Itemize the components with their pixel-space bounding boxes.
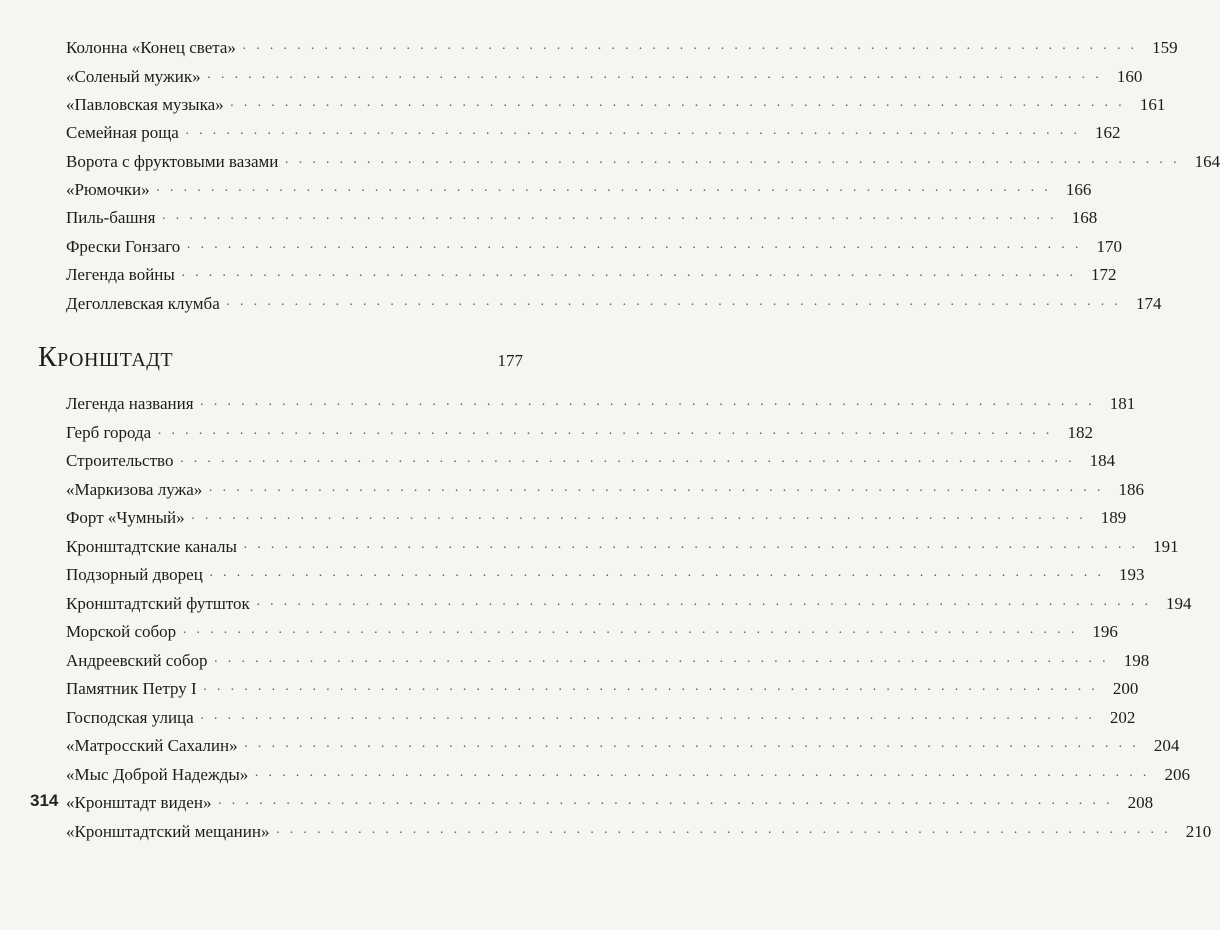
- dot-leader: ··································································: [284, 156, 1187, 171]
- toc-entry-page: 172: [1091, 265, 1117, 284]
- toc-entry-page: 196: [1092, 622, 1118, 641]
- toc-entry-title: Легенда войны: [66, 265, 175, 284]
- toc-entry: [66, 449, 1116, 473]
- dot-leader: ··································································: [184, 127, 1087, 142]
- dot-leader: ··································································: [186, 241, 1088, 256]
- dot-leader: ··································································: [243, 740, 1146, 755]
- toc-entry-title: Памятник Петру I: [66, 679, 197, 698]
- toc-entry-page: 174: [1135, 294, 1162, 313]
- dot-leader: ··································································: [179, 455, 1082, 470]
- toc-entry-page: 206: [1164, 765, 1190, 784]
- dot-leader: ··································································: [275, 826, 1178, 841]
- toc-entry: [66, 506, 1127, 530]
- toc-entry: [66, 93, 1166, 117]
- dot-leader: ··································································: [180, 269, 1083, 284]
- toc-entry-page: 159: [1152, 38, 1178, 57]
- dot-leader: ··································································: [199, 398, 1102, 413]
- toc-entry-page: 200: [1112, 679, 1139, 698]
- section-page: 177: [497, 351, 523, 370]
- toc-entry: [66, 65, 1143, 89]
- dot-leader: ··································································: [155, 184, 1058, 199]
- dot-leader: ··································································: [208, 484, 1110, 499]
- dot-leader: ··································································: [182, 626, 1084, 641]
- toc-entry-title: Деголлевская клумба: [66, 294, 220, 313]
- toc-entry-title: «Кронштадтский мещанин»: [66, 822, 270, 841]
- toc-entry: [66, 763, 1190, 787]
- toc-entry-title: Легенда названия: [66, 394, 194, 413]
- toc-entry-page: 182: [1067, 423, 1093, 442]
- toc-entry-title: Ворота с фруктовыми вазами: [66, 152, 279, 171]
- toc-entry-page: 166: [1065, 180, 1092, 199]
- toc-entry-page: 162: [1095, 123, 1121, 142]
- dot-leader: ··································································: [241, 42, 1144, 57]
- dot-leader: ··································································: [199, 712, 1102, 727]
- toc-entry-page: 161: [1139, 95, 1166, 114]
- toc-entry-page: 181: [1109, 394, 1136, 413]
- toc-entry-title: Семейная роща: [66, 123, 179, 142]
- toc-entry-title: «Соленый мужик»: [66, 67, 201, 86]
- dot-leader: ··································································: [229, 99, 1132, 114]
- toc-entry: [66, 206, 1098, 230]
- toc-entry: [66, 563, 1145, 587]
- dot-leader: ··································································: [206, 71, 1109, 86]
- toc-entry-page: 186: [1118, 480, 1144, 499]
- toc-entry-title: Кронштадтские каналы: [66, 537, 237, 556]
- toc-entry: [66, 263, 1117, 287]
- toc-entry: [66, 734, 1180, 758]
- toc-entry-title: Фрески Гонзаго: [66, 237, 181, 256]
- dot-leader: ··································································: [190, 512, 1093, 527]
- toc-entry-title: Морской собор: [66, 622, 177, 641]
- toc-entry-title: «Матросский Сахалин»: [66, 736, 238, 755]
- toc-entry-page: 168: [1071, 208, 1098, 227]
- dot-leader: ··································································: [254, 769, 1156, 784]
- toc-entry: [66, 292, 1162, 316]
- toc-entry: [66, 791, 1154, 815]
- dot-leader: ··································································: [225, 298, 1128, 313]
- section-title: Кронштадт: [38, 342, 174, 373]
- toc-entry-page: 198: [1123, 651, 1150, 670]
- toc-entry-title: «Павловская музыка»: [66, 95, 224, 114]
- dot-leader: ··································································: [161, 212, 1064, 227]
- toc-entry-title: Подзорный дворец: [66, 565, 203, 584]
- toc-entry: [66, 150, 1220, 174]
- toc-entry-title: Форт «Чумный»: [66, 508, 185, 527]
- toc-entry: [66, 392, 1136, 416]
- page-number: 314: [30, 791, 59, 810]
- toc-entry: [66, 649, 1150, 673]
- toc-entry-page: 204: [1153, 736, 1180, 755]
- toc-entry: [66, 592, 1192, 616]
- dot-leader: ··································································: [242, 541, 1145, 556]
- toc-entry: [66, 620, 1118, 644]
- toc-entry-title: Господская улица: [66, 708, 194, 727]
- toc-entry: [66, 178, 1092, 202]
- toc-entry-page: 189: [1100, 508, 1127, 527]
- toc-entry-title: «Маркизова лужа»: [66, 480, 203, 499]
- toc-entry: [66, 36, 1178, 60]
- toc-entry-title: Пиль-башня: [66, 208, 156, 227]
- dot-leader: ··································································: [255, 598, 1158, 613]
- toc-entry-page: 210: [1185, 822, 1212, 841]
- dot-leader: ··································································: [208, 569, 1111, 584]
- toc-entry-title: Кронштадтский футшток: [66, 594, 250, 613]
- toc-entry-page: 208: [1127, 793, 1154, 812]
- dot-leader: ··································································: [213, 655, 1116, 670]
- toc-entry-title: Герб города: [66, 423, 152, 442]
- toc-entry-title: Колонна «Конец света»: [66, 38, 236, 57]
- toc-entry-page: 191: [1153, 537, 1179, 556]
- toc-entry-title: Андреевский собор: [66, 651, 208, 670]
- toc-entry-page: 194: [1166, 594, 1192, 613]
- dot-leader: ··································································: [157, 427, 1059, 442]
- toc-entry-title: Строительство: [66, 451, 174, 470]
- toc-entry: [66, 820, 1212, 844]
- toc-entry: [66, 235, 1122, 259]
- toc-entry: [66, 478, 1144, 502]
- toc-entry: [66, 535, 1179, 559]
- toc-entry: [66, 677, 1139, 701]
- toc-entry-title: «Мыс Доброй Надежды»: [66, 765, 249, 784]
- dot-leader: ··································································: [217, 797, 1120, 812]
- toc-entry-title: «Кронштадт виден»: [66, 793, 212, 812]
- toc-entry: [66, 421, 1093, 445]
- toc-section-heading: [38, 342, 523, 382]
- toc-entry-page: 193: [1119, 565, 1145, 584]
- toc-entry-page: 202: [1109, 708, 1136, 727]
- toc-entry-page: 160: [1116, 67, 1143, 86]
- toc-entry-page: 184: [1089, 451, 1116, 470]
- toc-entry-title: «Рюмочки»: [66, 180, 150, 199]
- dot-leader: ··································································: [202, 683, 1105, 698]
- toc-entry: [66, 121, 1121, 145]
- toc-entry-page: 170: [1096, 237, 1122, 256]
- toc-entry-page: 164: [1194, 152, 1220, 171]
- toc-entry: [66, 706, 1136, 730]
